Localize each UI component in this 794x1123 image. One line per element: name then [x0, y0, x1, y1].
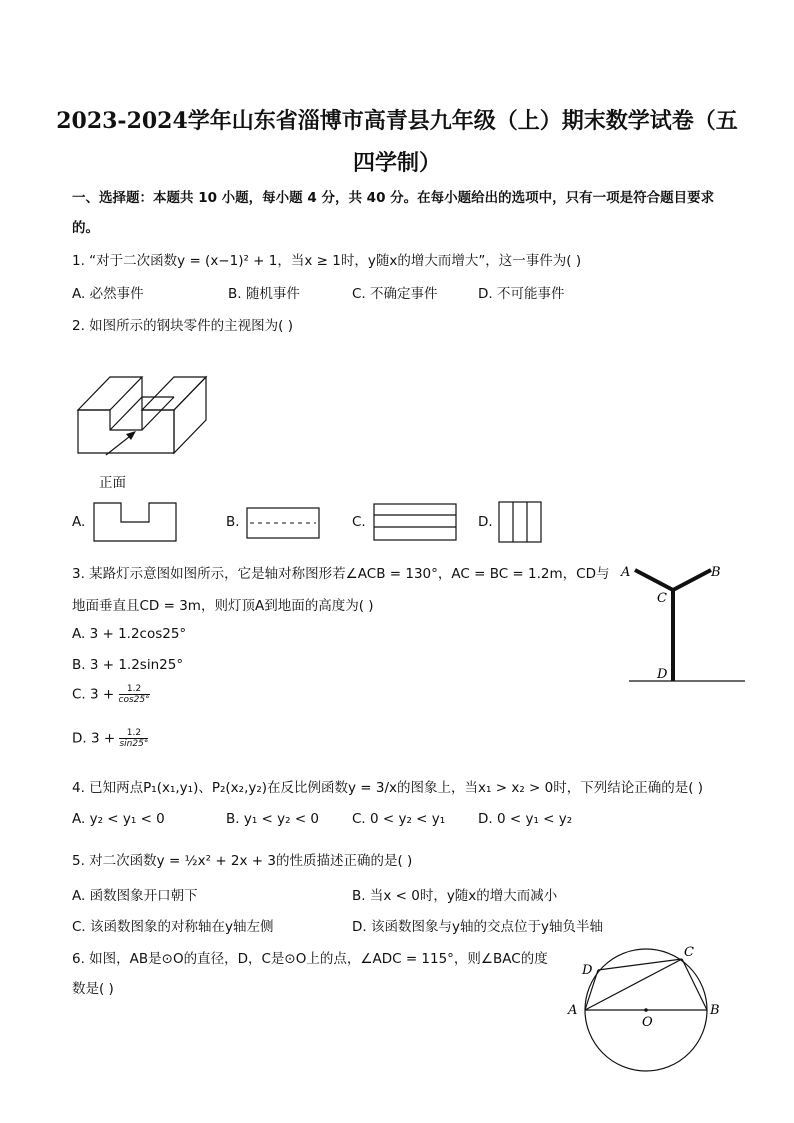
q2-option-c-letter: C. — [352, 514, 366, 530]
q1-option-a: A. 必然事件 — [72, 286, 144, 302]
exam-title-line2: 四学制） — [352, 150, 441, 176]
q1-option-d: D. 不可能事件 — [478, 286, 565, 302]
q2-option-c-figure — [373, 503, 457, 541]
circle-label-d: D — [582, 963, 593, 978]
circle-figure — [560, 940, 730, 1080]
q2-option-a-figure — [93, 502, 177, 542]
lamp-label-a: A — [621, 565, 631, 580]
section-instruction-line2: 的。 — [72, 220, 99, 236]
q6-stem-line2: 数是( ) — [72, 981, 114, 997]
q4-option-a: A. y₂ < y₁ < 0 — [72, 811, 165, 827]
q3-option-c — [72, 684, 150, 705]
q3-option-c-prefix: C. 3 + — [72, 686, 115, 703]
circle-label-c: C — [684, 945, 694, 960]
q3-option-c-denominator: cos25° — [118, 695, 150, 705]
lamp-label-d: D — [657, 667, 668, 682]
front-label: 正面 — [99, 475, 126, 491]
q3-option-a: A. 3 + 1.2cos25° — [72, 626, 187, 642]
q2-option-d-figure — [498, 501, 542, 543]
q2-option-b-letter: B. — [226, 514, 240, 530]
q4-option-b: B. y₁ < y₂ < 0 — [226, 811, 320, 827]
q4-option-c: C. 0 < y₂ < y₁ — [352, 811, 446, 827]
q5-option-b: B. 当x < 0时，y随x的增大而减小 — [352, 888, 558, 904]
lamp-label-c: C — [657, 591, 667, 606]
q1-option-c: C. 不确定事件 — [352, 286, 438, 302]
lamp-label-b: B — [711, 565, 721, 580]
q1-stem: 1. “对于二次函数y = (x−1)² + 1，当x ≥ 1时，y随x的增大而增大”，这一事件为( ) — [72, 253, 582, 269]
q3-option-b: B. 3 + 1.2sin25° — [72, 657, 184, 673]
exam-title-line1: 2023-2024学年山东省淄博市高青县九年级（上）期末数学试卷（五 — [56, 108, 738, 134]
q2-stem: 2. 如图所示的钢块零件的主视图为( ) — [72, 318, 293, 334]
street-lamp-figure — [615, 560, 750, 690]
section-instruction-line1: 一、选择题：本题共 10 小题，每小题 4 分，共 40 分。在每小题给出的选项中，只有一项是符合题目要求 — [72, 190, 715, 206]
q3-stem-line1: 3. 某路灯示意图如图所示，它是轴对称图形若∠ACB = 130°，AC = BC = 1.2m，CD与 — [72, 566, 610, 582]
q2-option-d-letter: D. — [478, 514, 493, 530]
q6-stem-line1: 6. 如图，AB是⊙O的直径，D，C是⊙O上的点，∠ADC = 115°，则∠BAC的度 — [72, 951, 548, 967]
q3-option-d-prefix: D. 3 + — [72, 730, 116, 747]
q3-option-c-numerator: 1.2 — [119, 684, 150, 695]
q5-option-a: A. 函数图象开口朝下 — [72, 888, 198, 904]
q3-option-d — [72, 728, 148, 749]
steel-block-figure — [70, 365, 220, 465]
q2-option-b-figure — [246, 507, 320, 539]
q5-stem: 5. 对二次函数y = ½x² + 2x + 3的性质描述正确的是( ) — [72, 853, 413, 869]
q2-option-a-letter: A. — [72, 514, 86, 530]
q5-option-d: D. 该函数图象与y轴的交点位于y轴负半轴 — [352, 919, 603, 935]
q3-option-d-numerator: 1.2 — [119, 728, 148, 739]
q1-option-b: B. 随机事件 — [228, 286, 300, 302]
q5-option-c: C. 该函数图象的对称轴在y轴左侧 — [72, 919, 274, 935]
q4-option-d: D. 0 < y₁ < y₂ — [478, 811, 573, 827]
q3-option-d-fraction — [119, 728, 148, 749]
q3-option-c-fraction — [119, 684, 150, 705]
q3-option-d-denominator: sin25° — [119, 739, 149, 749]
q4-stem: 4. 已知两点P₁(x₁,y₁)、P₂(x₂,y₂)在反比例函数y = 3/x的图象上，当x₁ > x₂ > 0时，下列结论正确的是( ) — [72, 780, 704, 796]
circle-label-b: B — [710, 1003, 720, 1018]
center-point — [644, 1008, 648, 1012]
circle-label-o: O — [642, 1015, 653, 1030]
q3-stem-line2: 地面垂直且CD = 3m，则灯顶A到地面的高度为( ) — [72, 598, 374, 614]
circle-label-a: A — [568, 1003, 578, 1018]
